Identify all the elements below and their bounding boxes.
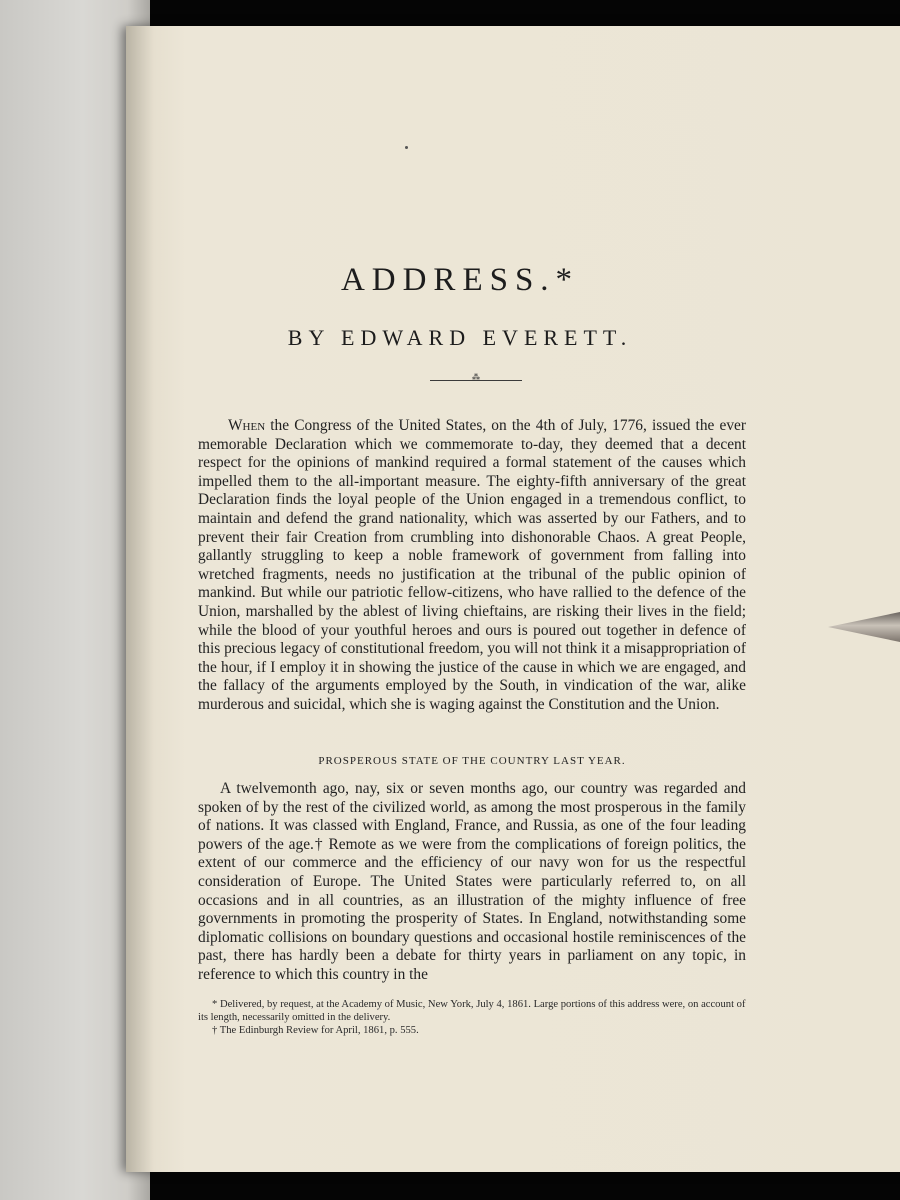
- paragraph-text: the Congress of the United States, on the 4th of July, 1776, issued the ever memorable Declaration which we commemorate to-day, they deemed that a decent respect for the opinions of mankind required a formal statement of the causes which impelled them to the all-important measure. The eighty-fifth anniversary of the great Declaration finds the loyal people of the Union engaged in a tremendous conflict, to maintain and defend the grand nationality, which was asserted by our Fathers, and to prevent their fair Creation from crumbling into dishonorable Chaos. A great People, gallantly struggling to keep a noble framework of government from falling into wretched fragments, needs no justification at the tribunal of the public opinion of mankind. But while our patriotic fellow-citizens, who have rallied to the defence of the Union, marshalled by the ablest of living chieftains, are risking their lives in the field; while the blood of your youthful heroes and ours is poured out together in defence of this precious legacy of constitutional freedom, you will not think it a misappropriation of the hour, if I employ it in showing the justice of the cause in which we are engaged, and the fallacy of the arguments employed by the South, in vindication of the war, alike murderous and suicidal, which she is waging against the Constitution and the Union.: [198, 417, 746, 713]
- drop-lead-word: When: [228, 417, 266, 434]
- footnotes: [198, 998, 758, 1037]
- page-speck: [405, 146, 408, 149]
- page-title: ADDRESS.*: [340, 262, 580, 298]
- author-byline: BY EDWARD EVERETT.: [287, 325, 633, 350]
- second-paragraph: A twelvemonth ago, nay, six or seven months ago, our country was regarded and spoken of by the rest of the civilized world, as among the most prosperous in the family of nations. It was classed with England, France, and Russia, as one of the four leading powers of the age.† Remote as we were from the complications of foreign politics, the extent of our commerce and the efficiency of our navy won for us the respectful consideration of Europe. The United States were particularly referred to, on all occasions and in all countries, as an illustration of the mighty influence of free governments in promoting the prosperity of States. In England, notwithstanding some diplomatic collisions on boundary questions and occasional hostile reminiscences of the past, there has hardly been a debate for thirty years in parliament on any topic, in reference to which this country in the: [198, 780, 746, 983]
- ornament-icon: ⁂: [472, 373, 480, 382]
- opening-paragraph: [198, 417, 746, 715]
- footnote-1: * Delivered, by request, at the Academy of Music, New York, July 4, 1861. Large portions of this address were, on account of its length, necessarily omitted in the delivery.: [198, 999, 746, 1023]
- footnote-2: † The Edinburgh Review for April, 1861, p. 555.: [212, 1025, 419, 1036]
- section-heading: PROSPEROUS STATE OF THE COUNTRY LAST YEAR.: [318, 755, 626, 767]
